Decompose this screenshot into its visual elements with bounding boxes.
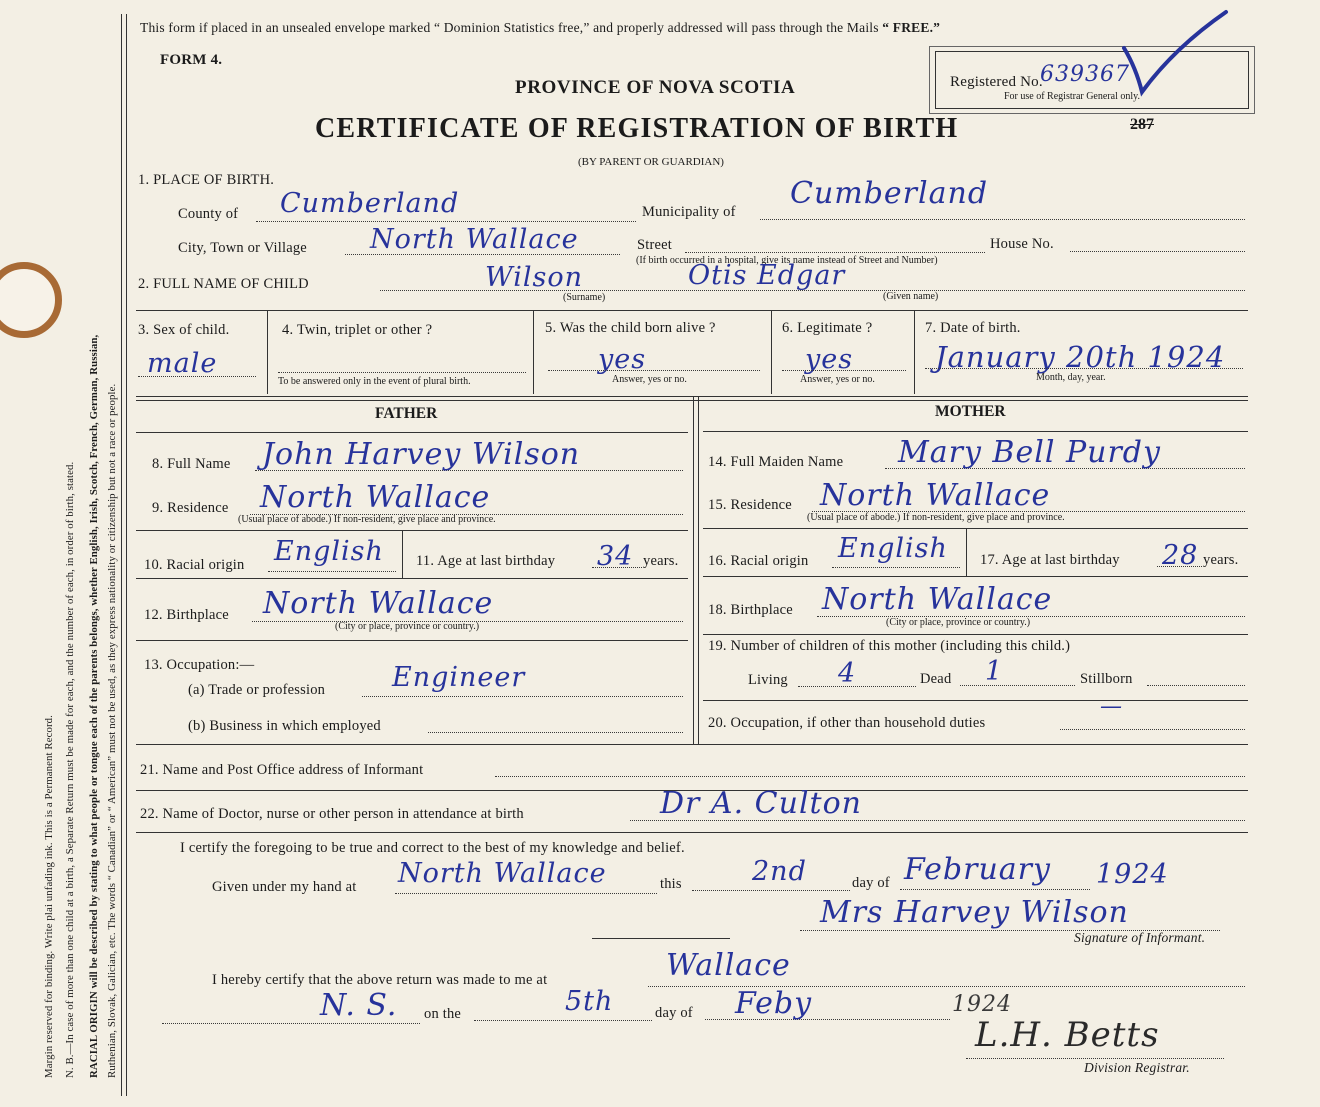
dead-line bbox=[960, 685, 1075, 686]
twin-note: To be answered only in the event of plural birth. bbox=[278, 376, 471, 387]
father-rule-10 bbox=[136, 530, 688, 531]
father-racial-value: English bbox=[274, 536, 384, 567]
father-age-label: 11. Age at last birthday bbox=[416, 553, 556, 569]
dob-line bbox=[925, 368, 1243, 369]
child-surname: Wilson bbox=[485, 262, 584, 293]
municipality-value: Cumberland bbox=[790, 176, 989, 211]
dead-value: 1 bbox=[985, 656, 1004, 687]
father-residence-label: 9. Residence bbox=[152, 500, 229, 516]
mother-residence-label: 15. Residence bbox=[708, 497, 792, 513]
mother-divider-16-17 bbox=[966, 528, 967, 576]
given-under-label: Given under my hand at bbox=[212, 879, 357, 895]
registrar-place-value: Wallace bbox=[666, 948, 791, 983]
mother-age-value: 28 bbox=[1162, 540, 1199, 571]
mail-notice: This form if placed in an unsealed envelope marked “ Dominion Statistics free,” and properly addressed will pass through the Mails “ FREE.” bbox=[140, 20, 941, 35]
living-value: 4 bbox=[838, 658, 857, 689]
father-heading-rule bbox=[136, 432, 688, 433]
cert-day-line bbox=[692, 890, 850, 891]
born-alive-label: 5. Was the child born alive ? bbox=[545, 320, 716, 336]
city-value: North Wallace bbox=[370, 224, 579, 255]
legitimate-note: Answer, yes or no. bbox=[800, 374, 875, 385]
struck-registration-number: 287 bbox=[1130, 116, 1154, 133]
born-alive-value: yes bbox=[598, 344, 647, 375]
cert-month-line bbox=[900, 889, 1090, 890]
father-racial-line bbox=[268, 571, 396, 572]
informant-line bbox=[495, 776, 1245, 777]
living-label: Living bbox=[748, 672, 788, 688]
twin-line bbox=[278, 372, 526, 373]
parents-divider-2 bbox=[698, 396, 699, 744]
registered-label: Registered No. bbox=[950, 74, 1043, 90]
county-line bbox=[256, 221, 636, 222]
certificate-title: CERTIFICATE OF REGISTRATION OF BIRTH bbox=[315, 113, 959, 144]
registrar-month-value: Feby bbox=[735, 986, 813, 1021]
given-name-note: (Given name) bbox=[883, 291, 939, 302]
living-line bbox=[798, 686, 916, 687]
section-separator bbox=[592, 938, 730, 939]
margin-note-multiple-births: N. B.—In case of more than one child at a birth, a Separate Return must be made for each, and the number of each, in order of birth, stated. bbox=[64, 461, 76, 1078]
mother-heading: MOTHER bbox=[935, 403, 1006, 420]
certificate-subtitle: (BY PARENT OR GUARDIAN) bbox=[578, 156, 724, 168]
binding-hole-stain bbox=[0, 262, 62, 338]
dead-label: Dead bbox=[920, 671, 952, 687]
legitimate-line bbox=[782, 370, 906, 371]
mother-rule-18 bbox=[703, 576, 1248, 577]
registrar-certify-text: I hereby certify that the above return was made to me at bbox=[212, 972, 548, 988]
stillborn-line bbox=[1147, 685, 1245, 686]
mother-rule-16 bbox=[703, 528, 1248, 529]
mother-racial-value: English bbox=[838, 533, 948, 564]
child-name-label: 2. FULL NAME OF CHILD bbox=[138, 276, 309, 292]
street-line bbox=[685, 252, 985, 253]
mother-birthplace-label: 18. Birthplace bbox=[708, 602, 793, 618]
rule-certification bbox=[136, 832, 1248, 833]
mother-racial-line bbox=[832, 567, 960, 568]
father-business-line bbox=[428, 732, 683, 733]
rule-parents-top bbox=[136, 396, 1248, 397]
father-name-value: John Harvey Wilson bbox=[262, 437, 581, 472]
legitimate-value: yes bbox=[805, 344, 854, 375]
street-label: Street bbox=[637, 237, 673, 253]
form-left-border-inner bbox=[126, 14, 127, 1096]
divider-5-6 bbox=[771, 310, 772, 394]
cert-year-value: 1924 bbox=[1096, 859, 1169, 890]
mother-racial-label: 16. Racial origin bbox=[708, 553, 809, 569]
divider-6-7 bbox=[914, 310, 915, 394]
registered-number: 639367 bbox=[1040, 62, 1130, 87]
mother-name-label: 14. Full Maiden Name bbox=[708, 454, 844, 470]
place-of-birth-heading: 1. PLACE OF BIRTH. bbox=[138, 172, 275, 188]
hospital-note: (If birth occurred in a hospital, give its name instead of Street and Number) bbox=[636, 255, 938, 266]
doctor-label: 22. Name of Doctor, nurse or other person in attendance at birth bbox=[140, 806, 524, 822]
mother-rule-20 bbox=[703, 700, 1248, 701]
mother-birthplace-note: (City or place, province or country.) bbox=[886, 617, 1031, 628]
mother-name-value: Mary Bell Purdy bbox=[898, 435, 1161, 470]
father-years-label: years. bbox=[643, 553, 679, 569]
mother-residence-value: North Wallace bbox=[820, 478, 1051, 513]
dob-value: January 20th 1924 bbox=[935, 340, 1226, 374]
on-the-label: on the bbox=[424, 1006, 462, 1022]
born-alive-note: Answer, yes or no. bbox=[612, 374, 687, 385]
province-heading: PROVINCE OF NOVA SCOTIA bbox=[515, 77, 796, 98]
mother-birthplace-value: North Wallace bbox=[822, 582, 1053, 617]
father-rule-12 bbox=[136, 578, 688, 579]
registrar-signature: L.H. Betts bbox=[975, 1015, 1160, 1055]
registrar-place-line-2 bbox=[162, 1023, 420, 1024]
divider-3-4 bbox=[267, 310, 268, 394]
dob-note: Month, day, year. bbox=[1036, 372, 1106, 383]
legitimate-label: 6. Legitimate ? bbox=[782, 320, 873, 336]
registrar-signature-line bbox=[966, 1058, 1224, 1059]
father-trade-value: Engineer bbox=[392, 662, 526, 693]
rule-informant bbox=[136, 744, 1248, 745]
mother-occupation-value: — bbox=[1100, 694, 1123, 719]
house-no-label: House No. bbox=[990, 236, 1054, 252]
cert-day-value: 2nd bbox=[752, 856, 807, 887]
father-rule-13 bbox=[136, 640, 688, 641]
registrar-year-value: 1924 bbox=[952, 992, 1012, 1017]
registrar-day-value: 5th bbox=[565, 986, 614, 1017]
mother-occupation-label: 20. Occupation, if other than household duties bbox=[708, 715, 986, 731]
father-heading: FATHER bbox=[375, 405, 438, 422]
form-number: FORM 4. bbox=[160, 52, 223, 68]
mother-age-label: 17. Age at last birthday bbox=[980, 552, 1120, 568]
doctor-value: Dr A. Culton bbox=[660, 786, 862, 821]
mother-heading-rule bbox=[703, 431, 1248, 432]
mother-children-label: 19. Number of children of this mother (including this child.) bbox=[708, 638, 1071, 654]
municipality-line bbox=[760, 219, 1245, 220]
mother-occupation-line bbox=[1060, 729, 1245, 730]
sex-value: male bbox=[147, 348, 218, 379]
mother-years-label: years. bbox=[1203, 552, 1239, 568]
father-business-label: (b) Business in which employed bbox=[188, 718, 381, 734]
cert-month-value: February bbox=[904, 852, 1051, 887]
cert-day-of-label: day of bbox=[852, 875, 890, 891]
informant-label: 21. Name and Post Office address of Informant bbox=[140, 762, 424, 778]
given-place-value: North Wallace bbox=[398, 858, 607, 889]
father-trade-label: (a) Trade or profession bbox=[188, 682, 326, 698]
registrar-day-line bbox=[474, 1020, 652, 1021]
margin-note-binding: Margin reserved for binding. Write plai unfading ink. This is a Permanent Record. bbox=[43, 715, 55, 1078]
informant-signature-label: Signature of Informant. bbox=[1074, 930, 1206, 945]
father-name-label: 8. Full Name bbox=[152, 456, 231, 472]
county-label: County of bbox=[178, 206, 239, 222]
father-residence-note: (Usual place of abode.) If non-resident, give place and province. bbox=[238, 514, 496, 525]
stillborn-label: Stillborn bbox=[1080, 671, 1133, 687]
father-birthplace-label: 12. Birthplace bbox=[144, 607, 229, 623]
father-residence-value: North Wallace bbox=[260, 480, 491, 515]
rule-parents-top-2 bbox=[136, 400, 1248, 401]
mother-rule-19 bbox=[703, 634, 1248, 635]
given-place-line bbox=[395, 893, 657, 894]
certify-text: I certify the foregoing to be true and correct to the best of my knowledge and belief. bbox=[180, 840, 685, 856]
father-birthplace-note: (City or place, province or country.) bbox=[335, 621, 480, 632]
form-left-border bbox=[121, 14, 122, 1096]
parents-divider bbox=[693, 396, 694, 744]
father-birthplace-value: North Wallace bbox=[263, 586, 494, 621]
house-no-line bbox=[1070, 251, 1245, 252]
surname-note: (Surname) bbox=[563, 292, 606, 303]
division-registrar-label: Division Registrar. bbox=[1084, 1060, 1190, 1075]
father-trade-line bbox=[362, 696, 683, 697]
dob-label: 7. Date of birth. bbox=[925, 320, 1021, 336]
mother-residence-note: (Usual place of abode.) If non-resident, give place and province. bbox=[807, 512, 1065, 523]
father-racial-label: 10. Racial origin bbox=[144, 557, 245, 573]
county-value: Cumberland bbox=[280, 188, 460, 219]
registrar-day-of-label: day of bbox=[655, 1005, 693, 1021]
child-given-name: Otis Edgar bbox=[688, 260, 846, 291]
city-label: City, Town or Village bbox=[178, 240, 307, 256]
municipality-label: Municipality of bbox=[642, 204, 736, 220]
father-divider-10-11 bbox=[402, 530, 403, 578]
divider-4-5 bbox=[533, 310, 534, 394]
this-label: this bbox=[660, 876, 682, 892]
father-occupation-label: 13. Occupation:— bbox=[144, 657, 255, 673]
sex-label: 3. Sex of child. bbox=[138, 322, 230, 338]
margin-note-nationality: Ruthenian, Slovak, Galician, etc. The words “ Canadian” or “ American” must not be used, as they express nationality or citizenship but not a race or people. bbox=[106, 383, 118, 1078]
sex-line bbox=[138, 376, 256, 377]
registrar-check-mark bbox=[1114, 8, 1234, 98]
informant-signature: Mrs Harvey Wilson bbox=[820, 895, 1129, 930]
registrar-general-note: For use of Registrar General only. bbox=[1004, 91, 1140, 102]
twin-label: 4. Twin, triplet or other ? bbox=[282, 322, 433, 338]
born-alive-line bbox=[548, 370, 760, 371]
registrar-place-value-2: N. S. bbox=[320, 988, 398, 1023]
margin-note-racial-origin: RACIAL ORIGIN will be described by stating to what people or tongue each of the parents belongs, whether English, Irish, Scotch, French, German, Russian, bbox=[88, 334, 100, 1078]
rule-row-3 bbox=[136, 310, 1248, 311]
father-age-value: 34 bbox=[597, 541, 634, 572]
